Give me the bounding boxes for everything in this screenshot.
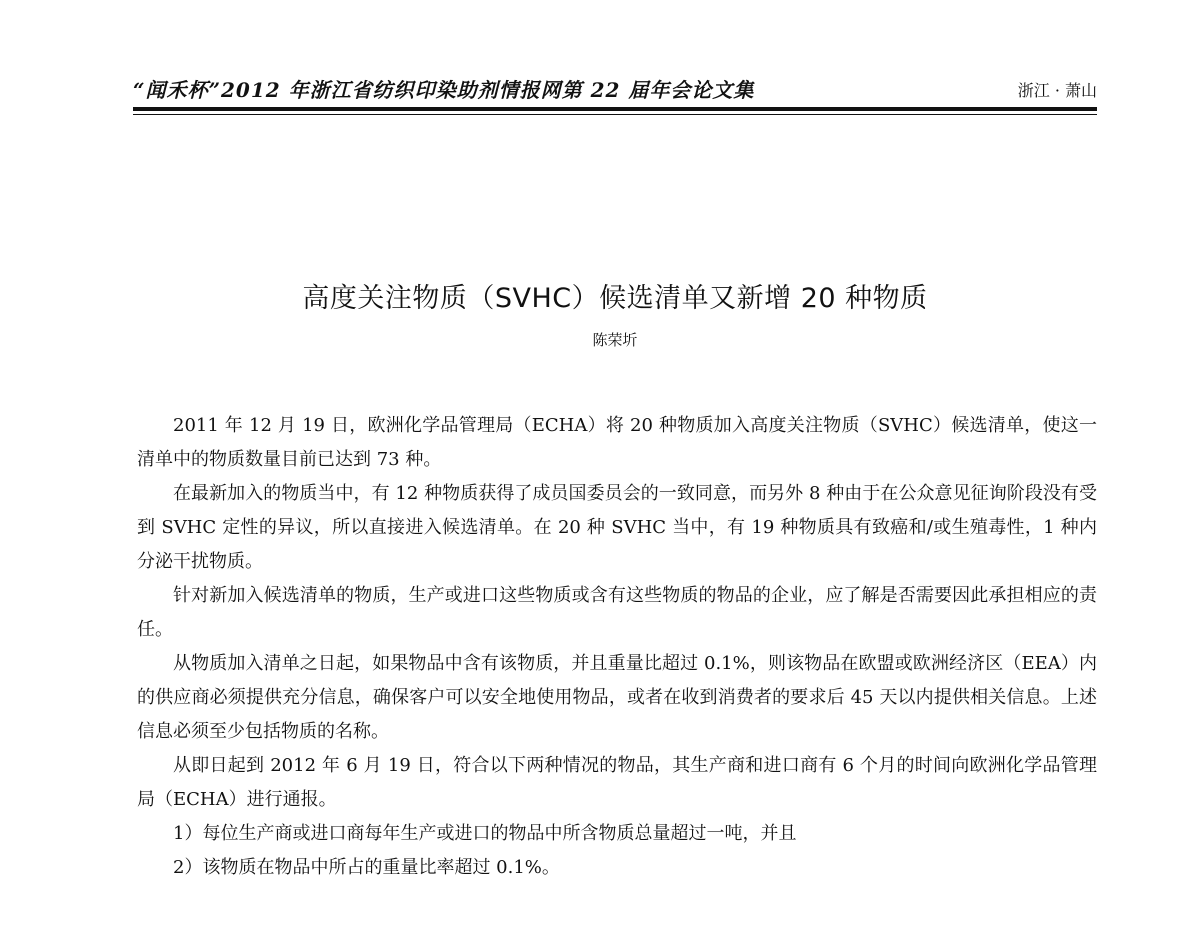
header-location: 浙江 · 萧山: [1017, 81, 1097, 100]
article-body: [137, 409, 1097, 885]
proceedings-title: “闻禾杯”2012 年浙江省纺织印染助剂情报网第 22 届年会论文集: [133, 78, 755, 102]
article-author: 陈荣圻: [592, 331, 638, 349]
running-header: [133, 74, 1097, 102]
list-item: 1）每位生产商或进口商每年生产或进口的物品中所含物质总量超过一吨，并且: [173, 823, 797, 844]
paragraph: 在最新加入的物质当中，有 12 种物质获得了成员国委员会的一致同意，而另外 8 种由于在公众意见征询阶段没有受到 SVHC 定性的异议，所以直接进入候选清单。在 20 种 SVHC 当中，有 19 种物质具有致癌和/或生殖毒性，1 种内分泌干扰物质。: [137, 483, 1097, 572]
list-item: 2）该物质在物品中所占的重量比率超过 0.1%。: [173, 857, 560, 878]
article-title: 高度关注物质（SVHC）候选清单又新增 20 种物质: [302, 283, 928, 314]
header-rule-thick: [133, 107, 1097, 111]
header-rule-thin: [133, 114, 1097, 115]
paragraph: 针对新加入候选清单的物质，生产或进口这些物质或含有这些物质的物品的企业，应了解是否需要因此承担相应的责任。: [137, 585, 1097, 640]
paragraph: 从物质加入清单之日起，如果物品中含有该物质，并且重量比超过 0.1%，则该物品在欧盟或欧洲经济区（EEA）内的供应商必须提供充分信息，确保客户可以安全地使用物品，或者在收到消费者的要求后 45 天以内提供相关信息。上述信息必须至少包括物质的名称。: [137, 653, 1097, 742]
paragraph: 2011 年 12 月 19 日，欧洲化学品管理局（ECHA）将 20 种物质加入高度关注物质（SVHC）候选清单，使这一清单中的物质数量目前已达到 73 种。: [137, 415, 1097, 470]
paragraph: 从即日起到 2012 年 6 月 19 日，符合以下两种情况的物品，其生产商和进口商有 6 个月的时间向欧洲化学品管理局（ECHA）进行通报。: [137, 755, 1097, 810]
